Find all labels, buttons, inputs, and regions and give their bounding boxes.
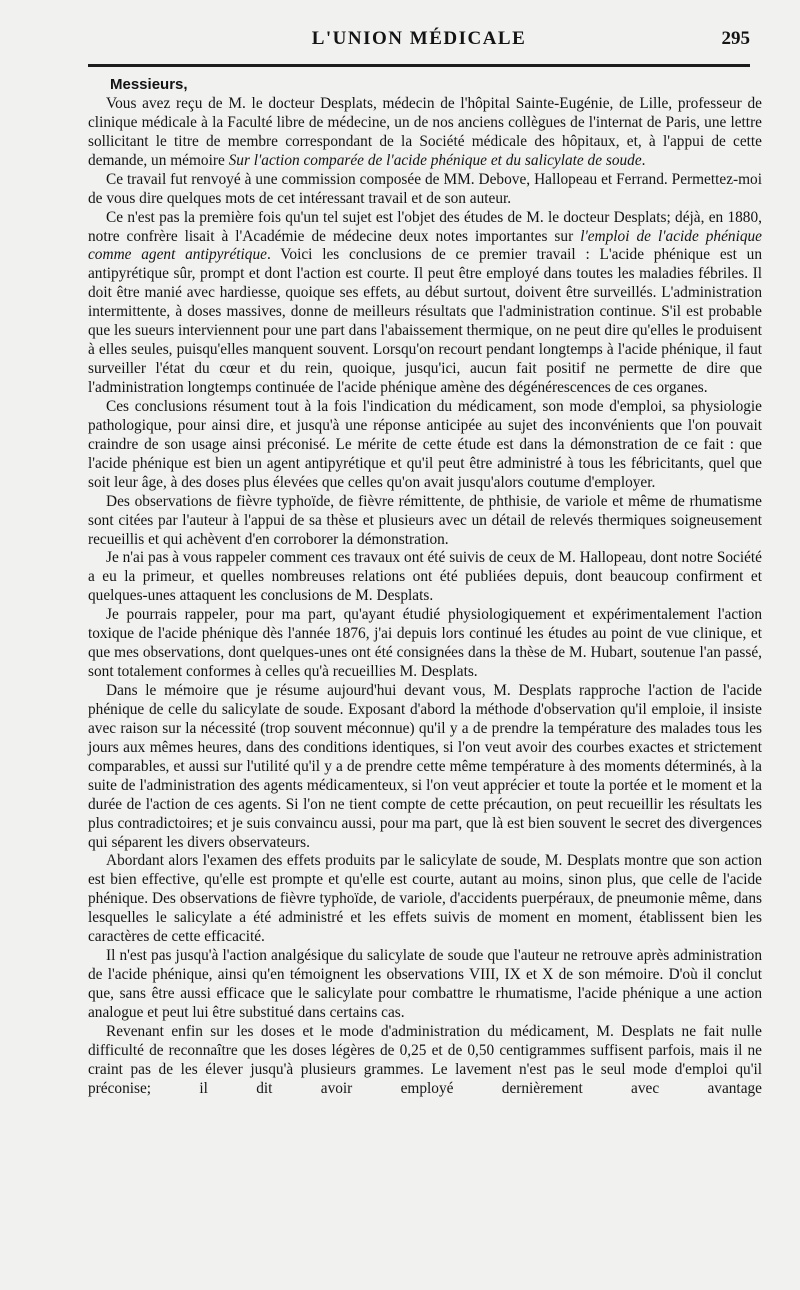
paragraph	[88, 209, 762, 398]
text-run: Je pourrais rappeler, pour ma part, qu'ayant étudié physiologiquement et expérimentalement l'action toxique de l'acide phénique dès l'année 1876, j'ai depuis lors continué les études au point de vue clinique, et que mes observations, dont quelques-unes ont été consignées dans la thèse de M. Hubart, soutenue l'an passé, sont totalement conformes à celles qu'à recueillies M. Desplats.	[88, 606, 762, 681]
text-run: Il n'est pas jusqu'à l'action analgésique du salicylate de soude que l'auteur ne retrouve après administration de l'acide phénique, ainsi qu'en témoignent les observations VIII, IX et X de son mémoire. D'où il conclut que, sans être aussi efficace que le salicylate pour combattre le rhumatisme, l'acide phénique a une action analogue et peut lui être substitué dans certains cas.	[88, 947, 762, 1021]
paragraph	[88, 1023, 762, 1099]
text-run: Revenant enfin sur les doses et le mode d'administration du médicament, M. Desplats ne fait nulle difficulté de reconnaître que les doses légères de 0,25 et de 0,50 centigrammes suffisent parfois, mais il ne craint pas de les élever jusqu'à plusieurs grammes. Le lavement n'est pas le seul mode d'emploi qu'il préconise; il dit avoir employé dernièrement avec avantage	[88, 1022, 762, 1097]
paragraph	[88, 493, 762, 550]
italic-text-run: Sur l'action comparée de l'acide phénique et du salicylate de soude	[228, 151, 642, 169]
paragraph-list	[88, 95, 762, 1099]
text-run: Ces conclusions résument tout à la fois l'indication du médicament, son mode d'emploi, sa physiologie pathologique, pour ainsi dire, et jusqu'à une réponse anticipée au sujet des inconvénients que l'on pouvait craindre de son usage ainsi préconisé. Le mérite de cette étude est dans la démonstration de ce fait : que l'acide phénique est bien un agent antipyrétique et qu'il peut être administré à tous les fébricitants, quel que soit leur âge, à des doses plus élevées que celles qu'on avait jusqu'alors coutume d'employer.	[88, 397, 762, 491]
page-number: 295	[721, 28, 750, 49]
paragraph	[88, 852, 762, 947]
text-run: Des observations de fièvre typhoïde, de fièvre rémittente, de phthisie, de variole et même de rhumatisme sont citées par l'auteur à l'appui de sa thèse et plusieurs avec un détail de relevés thermiques soigneusement recueillis et qui achèvent d'en corroborer la démonstration.	[88, 492, 762, 548]
text-run: Je n'ai pas à vous rappeler comment ces travaux ont été suivis de ceux de M. Hallopeau, dont notre Société a eu la primeur, et quelles nombreuses relations ont été publiées depuis, dont beaucoup confirment et quelques-unes attaquent les conclusions de M. Desplats.	[88, 549, 762, 605]
running-head	[88, 28, 750, 56]
paragraph	[88, 95, 762, 171]
text-run: Ce travail fut renvoyé à une commission composée de MM. Debove, Hallopeau et Ferrand. Permettez-moi de vous dire quelques mots de cet intéressant travail et de son auteur.	[88, 170, 762, 207]
salutation: Messieurs,	[110, 76, 188, 93]
text-run: .	[641, 151, 646, 169]
paragraph	[88, 398, 762, 493]
paragraph	[88, 947, 762, 1023]
text-run: Vous avez reçu de M. le docteur Desplats, médecin de l'hôpital Sainte-Eugénie, de Lille, professeur de clinique médicale à la Faculté libre de médecine, un de nos anciens collègues de l'internat de Paris, une lettre sollicitant le titre de membre correspondant de la Société médicale des hôpitaux, et, à l'appui de cette demande, un mémoire	[88, 94, 762, 169]
text-run: . Voici les conclusions de ce premier travail : L'acide phénique est un antipyrétique sûr, prompt et dont l'action est courte. Il peut être employé dans toutes les maladies fébriles. Il doit être manié avec hardiesse, quoique ses effets, au début surtout, doivent être surveillés. L'administration intermittente, à doses massives, donne de meilleurs résultats que l'administration continue. S'il est probable que les sueurs interviennent pour une part dans l'abaissement thermique, on ne peut dire qu'elles le produisent à elles seules, puisqu'elles manquent souvent. Lorsqu'on recourt pendant longtemps à l'acide phénique, il faut surveiller l'état du cœur et du rein, quoique, jusqu'ici, aucun fait positif ne permette de dire que l'administration longtemps continuée de l'acide phénique amène des dégénérescences de ces organes.	[88, 246, 763, 396]
header-rule	[88, 64, 750, 67]
italic-text-run: l'emploi de l'acide phénique comme agent antipyrétique	[88, 227, 762, 264]
text-run: Ce n'est pas la première fois qu'un tel sujet est l'objet des études de M. le docteur Desplats; déjà, en 1880, notre confrère lisait à l'Académie de médecine deux notes importantes sur	[88, 208, 762, 245]
text-run: Dans le mémoire que je résume aujourd'hui devant vous, M. Desplats rapproche l'action de l'acide phénique de celle du salicylate de soude. Exposant d'abord la méthode d'observation qu'il emploie, il insiste avec raison sur la nécessité (trop souvent méconnue) qu'il y a de prendre la température des malades tous les jours aux mêmes heures, dans des conditions identiques, si l'on veut avoir des courbes exactes et strictement comparables, et aussi sur l'utilité qu'il y a de prendre cette même température à des moments déterminés, à la suite de l'administration des agents médicamenteux, si l'on veut apprécier et toute la portée et le moment et la durée de l'action de ces agents. Si l'on ne tient compte de cette précaution, on peut recueillir les résultats les plus contradictoires; et je suis convaincu aussi, pour ma part, que là est bien souvent le secret des divergences qui séparent les divers observateurs.	[88, 682, 762, 851]
text-run: Abordant alors l'examen des effets produits par le salicylate de soude, M. Desplats montre que son action est bien effective, qu'elle est prompte et qu'elle est courte, autant au moins, sinon plus, que celle de l'acide phénique. Des observations de fièvre typhoïde, de variole, d'accidents puerpéraux, de pneumonie même, dans lesquelles le salicylate a été administré et les effets suivis de moment en moment, établissent bien les caractères de cette efficacité.	[88, 852, 762, 946]
journal-title: L'UNION MÉDICALE	[311, 28, 527, 49]
paragraph	[88, 682, 762, 852]
paragraph	[88, 606, 762, 682]
paragraph	[88, 171, 762, 209]
paragraph	[88, 549, 762, 606]
article-body	[88, 76, 762, 1099]
